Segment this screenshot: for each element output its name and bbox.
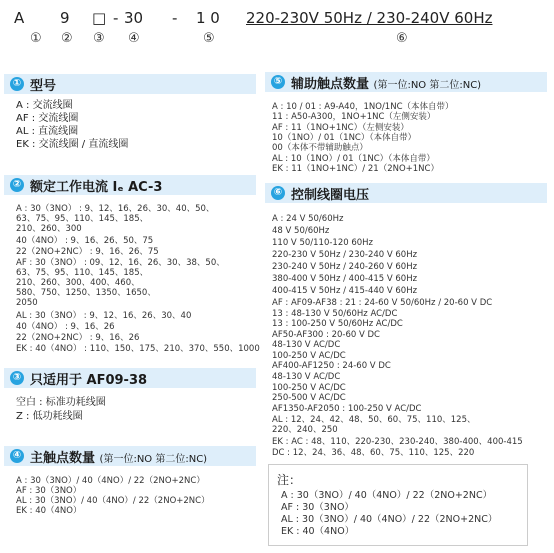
code-number-2: ② — [61, 31, 73, 46]
section-title-coil-voltage: 控制线圈电压 — [291, 187, 370, 203]
code-number-5: ⑤ — [203, 31, 215, 46]
main-contacts-line-ek: EK : 40（4NO） — [16, 506, 82, 516]
list-item: 22（2NO+2NC） : 9、16、26、75 — [16, 247, 159, 257]
section-title-main-contacts — [30, 447, 207, 466]
code-part-box: □ — [92, 9, 107, 27]
code-dash-2: - — [172, 9, 178, 27]
list-item: EK : 11（1NO+1NC）/ 21（2NO+1NC） — [272, 164, 439, 174]
code-number-6: ⑥ — [396, 31, 408, 46]
section-badge-6: ⑥ — [271, 186, 285, 200]
section-badge-1: ① — [10, 77, 24, 91]
aux-contacts-title-text: 辅助触点数量 — [291, 76, 370, 92]
list-item: 100-250 V AC/DC — [272, 351, 346, 361]
section-badge-2: ② — [10, 178, 24, 192]
list-item: 10（1NO）/ 01（1NC）（本体自带） — [272, 133, 417, 143]
list-item: 13 : 48-130 V 50/60Hz AC/DC — [272, 309, 398, 319]
list-item: 400-415 V 50Hz / 415-440 V 60Hz — [272, 286, 418, 296]
list-item: A : 30（3NO） : 9、12、16、26、30、40、50、 — [16, 204, 215, 214]
list-item: 2050 — [16, 298, 38, 308]
main-contacts-subtitle: (第一位:NO 第二位:NC) — [99, 453, 208, 465]
list-item: 00（本体不带辅助触点） — [272, 143, 368, 153]
list-item: 40（4NO） : 9、16、26、50、75 — [16, 236, 154, 246]
list-item: 250-500 V AC/DC — [272, 393, 346, 403]
code-number-1: ① — [30, 31, 42, 46]
list-item: 220、240、250 — [272, 425, 338, 435]
code-part-10: 1 0 — [196, 9, 220, 27]
list-item: 40（4NO） : 9、16、26 — [16, 322, 115, 332]
code-part-30: 30 — [124, 9, 144, 27]
list-item: 100-250 V AC/DC — [272, 383, 346, 393]
list-item: 48-130 V AC/DC — [272, 372, 341, 382]
main-contacts-title-text: 主触点数量 — [30, 450, 96, 466]
code-number-4: ④ — [128, 31, 140, 46]
section-model-header — [4, 74, 256, 94]
list-item: AL : 12、24、42、48、50、60、75、110、125、 — [272, 415, 476, 425]
list-item: EK : 40（4NO） : 110、150、175、210、370、550、1000 — [16, 344, 260, 354]
model-line-af: AF : 交流线圈 — [16, 113, 79, 124]
note-box — [268, 464, 528, 546]
code-dash-1: - — [113, 9, 119, 27]
section-badge-5: ⑤ — [271, 75, 285, 89]
section-rated-current-header — [4, 175, 256, 195]
note-title: 注： — [277, 473, 302, 487]
list-item: 220-230 V 50Hz / 230-240 V 60Hz — [272, 250, 418, 260]
list-item: AF : AF09-AF38 : 21 : 24-60 V 50/60Hz / 20-60 V DC — [272, 298, 493, 308]
list-item: 48 V 50/60Hz — [272, 226, 330, 236]
af-only-line-z: Z : 低功耗线圈 — [16, 411, 83, 422]
list-item: 580、750、1250、1350、1650、 — [16, 288, 156, 298]
section-title-model: 型号 — [30, 78, 57, 94]
section-title-rated-current: 额定工作电流 Iₑ AC-3 — [30, 179, 163, 195]
main-contacts-line-af: AF : 30（3NO） — [16, 486, 82, 496]
note-line-ek: EK : 40（4NO） — [281, 526, 355, 537]
code-number-3: ③ — [93, 31, 105, 46]
af-only-line-blank: 空白 : 标准功耗线圈 — [16, 397, 106, 408]
section-badge-4: ④ — [10, 449, 24, 463]
list-item: AL : 30（3NO） : 9、12、16、26、30、40 — [16, 311, 192, 321]
list-item: 13 : 100-250 V 50/60Hz AC/DC — [272, 319, 403, 329]
section-aux-contacts-header — [265, 72, 547, 92]
list-item: AF400-AF1250 : 24-60 V DC — [272, 361, 391, 371]
list-item: 48-130 V AC/DC — [272, 340, 341, 350]
code-part-voltage: 220-230V 50Hz / 230-240V 60Hz — [246, 9, 493, 27]
section-title-af-only: 只适用于 AF09-38 — [30, 372, 148, 388]
section-main-contacts-header — [4, 446, 256, 466]
list-item: A : 24 V 50/60Hz — [272, 214, 344, 224]
list-item: 11 : A50-A300，1NO+1NC（左侧安装） — [272, 112, 436, 122]
list-item: AF : 30（3NO） : 09、12、16、26、30、38、50、 — [16, 258, 225, 268]
main-contacts-line-a: A : 30（3NO）/ 40（4NO）/ 22（2NO+2NC） — [16, 476, 205, 486]
code-part-9: 9 — [60, 9, 70, 27]
model-line-ek: EK : 交流线圈 / 直流线圈 — [16, 139, 129, 150]
list-item: AF1350-AF2050 : 100-250 V AC/DC — [272, 404, 422, 414]
main-contacts-line-al: AL : 30（3NO）/ 40（4NO）/ 22（2NO+2NC） — [16, 496, 210, 506]
list-item: EK : AC : 48、110、220-230、230-240、380-400、400-415 — [272, 437, 523, 447]
list-item: 210、260、300、400、460、 — [16, 278, 140, 288]
aux-contacts-subtitle: (第一位:NO 第二位:NC) — [373, 79, 482, 91]
list-item: DC : 12、24、36、48、60、75、110、125、220 — [272, 448, 475, 458]
list-item: AL : 10（1NO）/ 01（1NC）（本体自带） — [272, 154, 435, 164]
section-af-only-header — [4, 368, 256, 388]
list-item: AF50-AF300 : 20-60 V DC — [272, 330, 380, 340]
list-item: 210、260、300 — [16, 224, 82, 234]
list-item: AF : 11（1NO+1NC）（左侧安装） — [272, 123, 409, 133]
list-item: 22（2NO+2NC） : 9、16、26 — [16, 333, 140, 343]
list-item: A : 10 / 01 : A9-A40，1NO/1NC（本体自带） — [272, 102, 454, 112]
section-badge-3: ③ — [10, 371, 24, 385]
note-line-al: AL : 30（3NO）/ 40（4NO）/ 22（2NO+2NC） — [281, 514, 498, 525]
list-item: 63、75、95、110、145、185、 — [16, 268, 149, 278]
note-line-af: AF : 30（3NO） — [281, 502, 354, 513]
code-part-a: A — [14, 9, 25, 27]
list-item: 230-240 V 50Hz / 240-260 V 60Hz — [272, 262, 418, 272]
list-item: 110 V 50/110-120 60Hz — [272, 238, 374, 248]
list-item: 380-400 V 50Hz / 400-415 V 60Hz — [272, 274, 418, 284]
list-item: 63、75、95、110、145、185、 — [16, 214, 149, 224]
note-line-a: A : 30（3NO）/ 40（4NO）/ 22（2NO+2NC） — [281, 490, 493, 501]
section-coil-voltage-header — [265, 183, 547, 203]
model-line-a: A : 交流线圈 — [16, 100, 73, 111]
model-line-al: AL : 直流线圈 — [16, 126, 79, 137]
section-title-aux-contacts — [291, 73, 481, 92]
